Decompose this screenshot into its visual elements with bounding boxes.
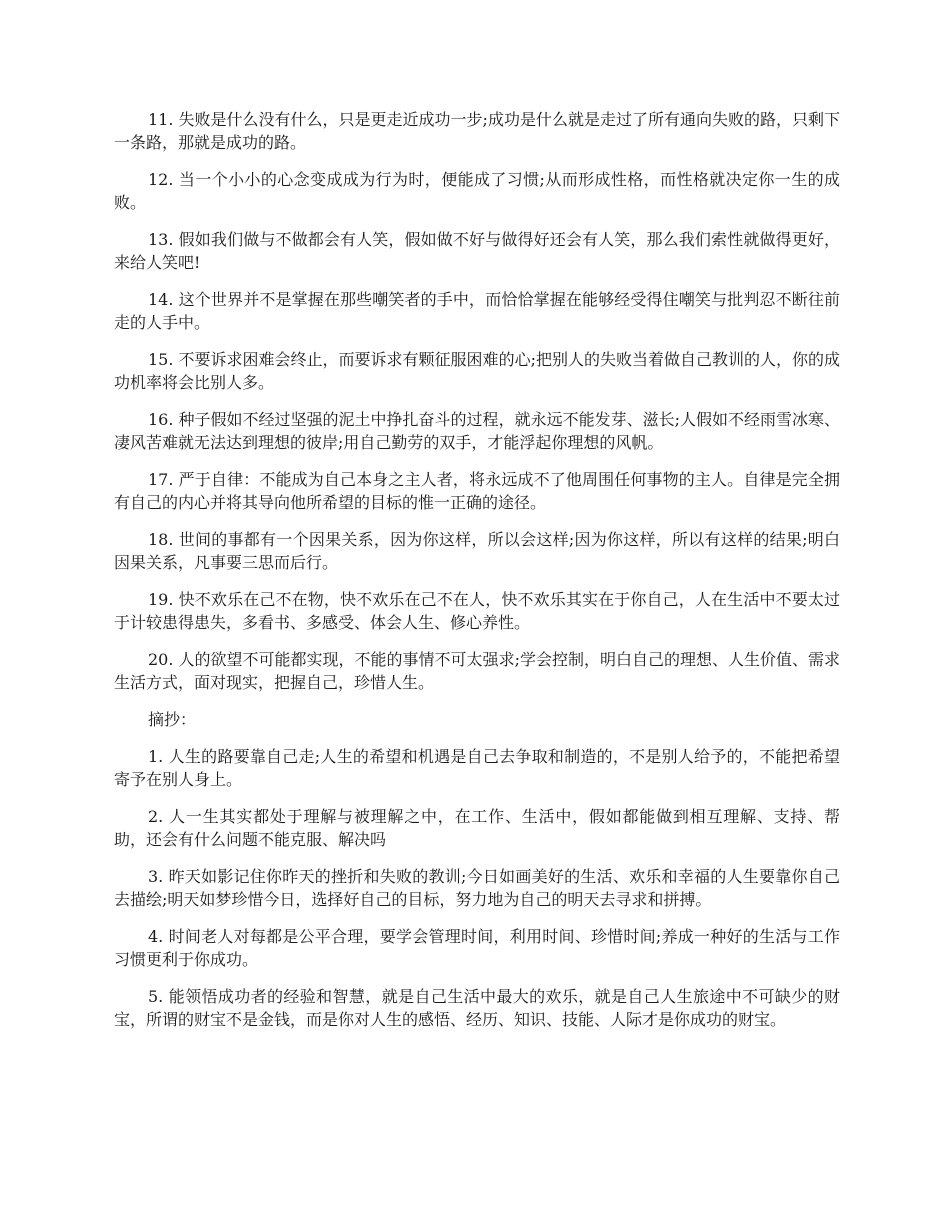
excerpt-paragraph-5: 5. 能领悟成功者的经验和智慧，就是自己生活中最大的欢乐，就是自己人生旅途中不可缺少的财宝，所谓的财宝不是金钱，而是你对人生的感悟、经历、知识、技能、人际才是你成功的财宝。 [114,987,840,1029]
excerpt-paragraph-4: 4. 时间老人对每都是公平合理，要学会管理时间，利用时间、珍惜时间;养成一种好的生活与工作习惯更利于你成功。 [114,927,840,969]
section-label-excerpts: 摘抄： [148,710,197,729]
excerpt-paragraph-2: 2. 人一生其实都处于理解与被理解之中，在工作、生活中，假如都能做到相互理解、支持、帮助，还会有什么问题不能克服、解决吗 [114,807,840,849]
excerpt-paragraph-1: 1. 人生的路要靠自己走;人生的希望和机遇是自己去争取和制造的，不是别人给予的，不能把希望寄予在别人身上。 [114,747,840,789]
quote-paragraph-19: 19. 快不欢乐在己不在物，快不欢乐在己不在人，快不欢乐其实在于你自己，人在生活中不要太过于计较患得患失，多看书、多感受、体会人生、修心养性。 [114,590,840,632]
quote-paragraph-14: 14. 这个世界并不是掌握在那些嘲笑者的手中，而恰恰掌握在能够经受得住嘲笑与批判忍不断往前走的人手中。 [114,290,840,332]
quote-paragraph-12: 12. 当一个小小的心念变成成为行为时，便能成了习惯;从而形成性格，而性格就决定你一生的成败。 [114,170,840,212]
quote-paragraph-11: 11. 失败是什么没有什么，只是更走近成功一步;成功是什么就是走过了所有通向失败的路，只剩下一条路，那就是成功的路。 [114,110,840,152]
quote-paragraph-20: 20. 人的欲望不可能都实现，不能的事情不可太强求;学会控制，明白自己的理想、人生价值、需求生活方式，面对现实，把握自己，珍惜人生。 [114,650,840,692]
quote-paragraph-15: 15. 不要诉求困难会终止，而要诉求有颗征服困难的心;把别人的失败当着做自己教训的人，你的成功机率将会比别人多。 [114,350,840,392]
quote-paragraph-18: 18. 世间的事都有一个因果关系，因为你这样，所以会这样;因为你这样，所以有这样的结果;明白因果关系，凡事要三思而后行。 [114,530,840,572]
excerpt-paragraph-3: 3. 昨天如影记住你昨天的挫折和失败的教训;今日如画美好的生活、欢乐和幸福的人生要靠你自己去描绘;明天如梦珍惜今日，选择好自己的目标，努力地为自己的明天去寻求和拼搏。 [114,867,840,909]
quote-paragraph-16: 16. 种子假如不经过坚强的泥土中挣扎奋斗的过程，就永远不能发芽、滋长;人假如不经雨雪冰寒、凄风苦难就无法达到理想的彼岸;用自己勤劳的双手，才能浮起你理想的风帆。 [114,410,840,452]
quote-paragraph-13: 13. 假如我们做与不做都会有人笑，假如做不好与做得好还会有人笑，那么我们索性就做得更好，来给人笑吧! [114,230,840,272]
quote-paragraph-17: 17. 严于自律：不能成为自己本身之主人者，将永远成不了他周围任何事物的主人。自律是完全拥有自己的内心并将其导向他所希望的目标的惟一正确的途径。 [114,470,840,512]
document-body [114,108,840,1045]
